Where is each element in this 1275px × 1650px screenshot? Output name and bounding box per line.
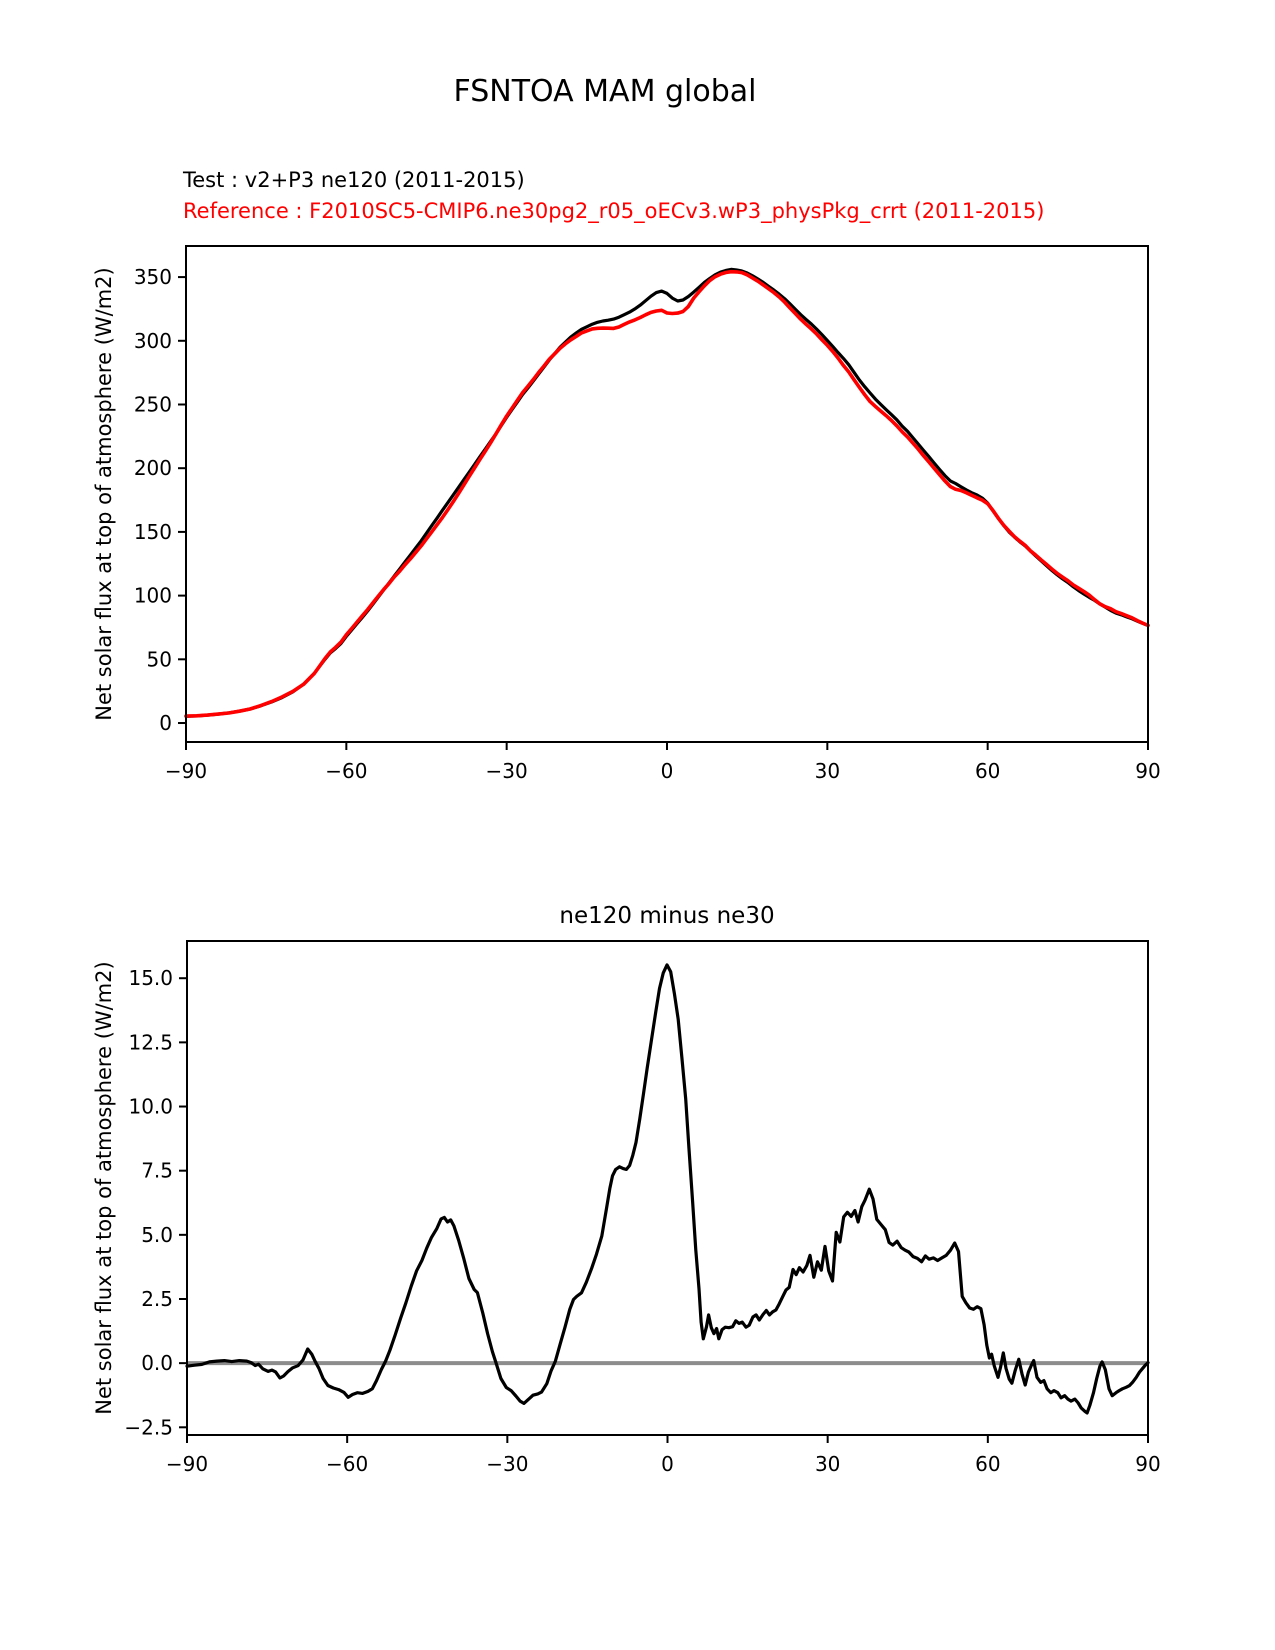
legend-test-label: Test : v2+P3 ne120 (2011-2015) [183,168,525,192]
series-line-1 [186,272,1148,716]
x-tick-label: −90 [164,759,208,783]
y-tick-label: 7.5 [141,1158,173,1183]
x-tick-label: 30 [814,1452,841,1476]
x-tick-label: 30 [814,759,841,783]
y-tick-label: −2.5 [124,1415,173,1440]
subplot-bottom [124,941,1160,1476]
y-tick-label: 15.0 [128,966,173,991]
x-tick-label: 0 [660,759,674,783]
y-tick-label: 300 [133,328,172,353]
subplot-top [134,246,1161,783]
x-tick-label: 90 [1135,759,1161,783]
x-tick-label: 60 [975,1452,1001,1476]
y-tick-label: 150 [133,519,172,544]
y-tick-label: 0.0 [141,1351,173,1376]
series-line-0 [187,965,1148,1413]
y-tick-label: 100 [133,583,172,608]
x-tick-label: −60 [325,759,368,783]
y-tick-label: 50 [146,647,172,672]
x-tick-label: −30 [486,1452,529,1476]
y-tick-label: 5.0 [141,1222,173,1247]
y-tick-label: 10.0 [128,1094,173,1119]
y-tick-label: 0 [159,711,172,736]
y-tick-label: 350 [133,265,172,290]
x-tick-label: −30 [485,759,528,783]
legend-reference-label: Reference : F2010SC5-CMIP6.ne30pg2_r05_oECv3.wP3_physPkg_crrt (2011-2015) [183,199,1045,223]
y-tick-label: 200 [133,456,172,481]
y-tick-label: 250 [133,392,172,417]
axes-frame [186,246,1148,742]
y-tick-label: 2.5 [141,1286,173,1311]
x-tick-label: −90 [165,1452,209,1476]
y-tick-label: 12.5 [128,1030,173,1055]
x-tick-label: 60 [974,759,1001,783]
x-tick-label: 0 [661,1452,674,1476]
series-line-0 [186,269,1148,716]
x-tick-label: 90 [1135,1452,1161,1476]
x-tick-label: −60 [326,1452,369,1476]
figure-title: FSNTOA MAM global [453,74,757,109]
top-chart-y-axis-label: Net solar flux at top of atmosphere (W/m2) [92,267,116,721]
bottom-chart-y-axis-label: Net solar flux at top of atmosphere (W/m2) [92,961,116,1415]
bottom-chart-title: ne120 minus ne30 [559,903,775,929]
